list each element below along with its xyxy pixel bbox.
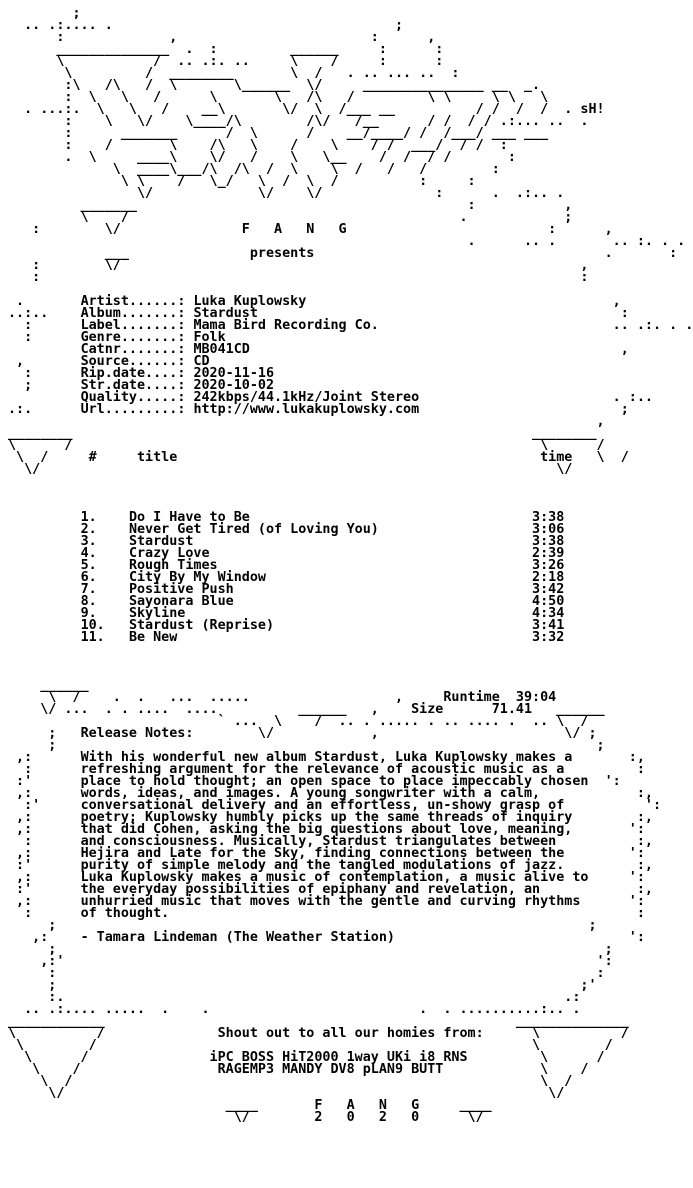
ascii-art: \ / xyxy=(515,1050,605,1065)
release-notes-text: of thought. xyxy=(80,906,597,921)
footer-year: 2 0 2 0 xyxy=(314,1110,420,1125)
track-time: 3:38 xyxy=(532,534,565,549)
info-separator: : xyxy=(177,402,194,417)
footer-logo: F A N G xyxy=(314,1098,420,1113)
ascii-art: \/ xyxy=(419,1110,484,1125)
track-time: 3:32 xyxy=(532,630,565,645)
ascii-art: : \/ , xyxy=(8,258,589,273)
ascii-art: ____ xyxy=(419,1098,492,1113)
track-title: Be New xyxy=(128,630,533,645)
ascii-art: .. .:. . . xyxy=(596,318,693,333)
info-value: CD xyxy=(193,354,597,369)
ascii-art: \ / xyxy=(507,1062,589,1077)
ascii-art: : xyxy=(8,834,81,849)
ascii-art: :' xyxy=(8,858,81,873)
ascii-art: : xyxy=(8,318,81,333)
ascii-art: : xyxy=(8,366,81,381)
shoutout-heading: Shout out to all our homies from: xyxy=(217,1026,508,1041)
track-number: 11. xyxy=(80,630,129,645)
track-number: 5. xyxy=(80,558,129,573)
ascii-art: \/ \/ xyxy=(8,1086,565,1101)
ascii-art: \/ \/ \/ : . .:.. . xyxy=(8,186,565,201)
header-art-line xyxy=(8,272,644,284)
track-title: Positive Push xyxy=(128,582,533,597)
ascii-art: : xyxy=(596,306,629,321)
track-title: City By My Window xyxy=(128,570,533,585)
release-notes-text: words, ideas, and images. A young songwriter with a calm, xyxy=(80,786,597,801)
ascii-art: \/ ... . . .... .... ______ , xyxy=(8,702,412,717)
track-number: 6. xyxy=(80,570,129,585)
release-notes-text: conversational delivery and an effortless, un-showy grasp of xyxy=(80,798,597,813)
release-notes-text: poetry; Kuplowsky humbly picks up the same threads of inquiry xyxy=(80,810,597,825)
ascii-art: \ / \ / xyxy=(8,1074,573,1089)
shoutout-groups: RAGEMP3 MANDY DV8 pLAN9 BUTT xyxy=(217,1062,508,1077)
track-number: 7. xyxy=(80,582,129,597)
ascii-art: :. .: xyxy=(8,990,581,1005)
ascii-art: ': xyxy=(604,930,645,945)
info-value: Mama Bird Recording Co. xyxy=(193,318,597,333)
ascii-art: \ / \ / xyxy=(8,1038,613,1053)
track-time: 2:18 xyxy=(532,570,565,585)
ascii-art: : xyxy=(8,906,81,921)
track-time: 3:42 xyxy=(532,582,565,597)
ascii-art: ______ xyxy=(8,678,89,693)
ascii-art: :' xyxy=(8,798,81,813)
info-value: 2020-11-16 xyxy=(193,366,597,381)
ascii-art: ,: xyxy=(8,894,81,909)
track-number: 1. xyxy=(80,510,129,525)
ascii-art: : \ \/ \____/\ /\/ /__ / / / / .:... .. . xyxy=(8,114,589,129)
ascii-art: \ / xyxy=(8,450,89,465)
info-label: Url......... xyxy=(80,402,178,417)
blank-line xyxy=(8,488,644,500)
ascii-art: : xyxy=(596,762,645,777)
ascii-art: \ / ________ \ / . .. ... .. : xyxy=(8,66,460,81)
ascii-art: ,: xyxy=(8,846,81,861)
ascii-art: : xyxy=(8,762,81,777)
ascii-art: . .. . .. :. . . xyxy=(8,234,686,249)
track-number: 9. xyxy=(80,606,129,621)
ascii-art: :, xyxy=(596,834,653,849)
ascii-art: ': xyxy=(596,798,662,813)
release-notes-text: place to hold thought; an open space to place impeccably chosen xyxy=(80,774,597,789)
shoutout-groups: iPC BOSS HiT2000 1way UKi i8 RNS xyxy=(209,1050,516,1065)
ascii-art: : xyxy=(8,330,81,345)
track-title: Crazy Love xyxy=(128,546,533,561)
ascii-art: ; xyxy=(8,6,81,21)
info-label: Label....... xyxy=(80,318,178,333)
ascii-art: :, xyxy=(596,786,653,801)
track-time: 3:26 xyxy=(532,558,565,573)
info-separator: : xyxy=(177,366,194,381)
blank-line xyxy=(8,668,644,680)
track-time: 2:39 xyxy=(532,546,565,561)
info-label: Quality..... xyxy=(80,390,178,405)
track-number: 10. xyxy=(80,618,129,633)
ascii-art: ': xyxy=(596,870,645,885)
ascii-art: ; ;' xyxy=(8,978,597,993)
info-separator: : xyxy=(177,306,194,321)
ascii-art: .:. xyxy=(8,402,81,417)
ascii-art: ______________ . : ______ : : xyxy=(8,42,444,57)
ascii-art: : \ \ / \ \ /\ / \ \ \ \ \ xyxy=(8,90,549,105)
ascii-art: \ / xyxy=(572,450,629,465)
ascii-art: : , : , xyxy=(8,30,436,45)
ascii-art: ': xyxy=(596,822,645,837)
ascii-art: :, xyxy=(596,810,653,825)
ascii-art: \ / . ; xyxy=(8,210,573,225)
ascii-art: : : xyxy=(8,966,605,981)
ascii-art: :\ /\ / \ \______ \/ _______________ __ _. xyxy=(8,78,541,93)
ascii-art: \ / . . ... ..... , xyxy=(8,690,444,705)
ascii-art: ; xyxy=(8,378,81,393)
ascii-art: , xyxy=(8,354,81,369)
info-label: Source...... xyxy=(80,354,178,369)
info-label: Artist...... xyxy=(80,294,178,309)
track-title: Do I Have to Be xyxy=(128,510,533,525)
ascii-art: :, xyxy=(596,858,653,873)
ascii-art: ': xyxy=(596,846,645,861)
info-separator: : xyxy=(177,318,194,333)
info-value: http://www.lukakuplowsky.com xyxy=(193,402,597,417)
info-separator: : xyxy=(177,390,194,405)
track-title: Sayonara Blue xyxy=(128,594,533,609)
ascii-art: \ / xyxy=(8,1050,210,1065)
ascii-art: :, xyxy=(596,882,653,897)
ascii-art: .. .:.... ..... . . . . ..........:.. . xyxy=(8,1002,581,1017)
ascii-art: \/ \/ xyxy=(8,462,573,477)
track-title: Stardust xyxy=(128,534,533,549)
ascii-art: ; xyxy=(596,402,629,417)
release-notes-text: unhurried music that moves with the gentle and curving rhythms xyxy=(80,894,597,909)
track-row xyxy=(8,632,644,644)
info-label: Album....... xyxy=(80,306,178,321)
size-label: Size xyxy=(411,702,444,717)
ascii-art: ; xyxy=(8,726,81,741)
info-separator: : xyxy=(177,330,194,345)
info-value: MB041CD xyxy=(193,342,597,357)
info-separator: : xyxy=(177,294,194,309)
ascii-art: ; ; xyxy=(8,942,613,957)
info-value: Folk xyxy=(193,330,597,345)
ascii-art: . xyxy=(8,294,81,309)
ascii-art: ': xyxy=(596,894,645,909)
info-value: 242kbps/44.1kHz/Joint Stereo xyxy=(193,390,597,405)
ascii-art: \/ xyxy=(8,1110,315,1125)
ascii-art: : \/ F A N G : , xyxy=(8,222,613,237)
ascii-art: . :.. xyxy=(596,390,653,405)
track-time: 4:34 xyxy=(532,606,565,621)
ascii-art: ,: xyxy=(8,750,81,765)
info-value: Luka Kuplowsky xyxy=(193,294,597,309)
ascii-art: .. .:.... . ; xyxy=(8,18,404,33)
info-label: Str.date.... xyxy=(80,378,178,393)
ascii-art: ________ ________ xyxy=(8,426,597,441)
ascii-art: :, xyxy=(596,750,645,765)
track-time: 3:06 xyxy=(532,522,565,537)
ascii-art: _______ : , xyxy=(8,198,573,213)
ascii-art: ; ; xyxy=(8,738,605,753)
ascii-art: \ / xyxy=(507,1026,629,1041)
release-notes-text: that did Cohen, asking the big questions about love, meaning, xyxy=(80,822,597,837)
release-notes-text: and consciousness. Musically, Stardust triangulates between xyxy=(80,834,597,849)
track-number: 2. xyxy=(80,522,129,537)
info-label: Genre....... xyxy=(80,330,178,345)
blank-line xyxy=(8,656,644,668)
track-title: Rough Times xyxy=(128,558,533,573)
release-notes-text: the everyday possibilities of epiphany and revelation, an xyxy=(80,882,597,897)
ascii-art: \/ , \/ ; xyxy=(193,726,597,741)
release-notes-text: Hejira and Late for the Sky, finding connections between the xyxy=(80,846,597,861)
ascii-art: ': xyxy=(596,774,621,789)
track-time: 3:38 xyxy=(532,510,565,525)
ascii-art: ,: xyxy=(8,822,81,837)
track-number: 3. xyxy=(80,534,129,549)
ascii-art: , xyxy=(596,342,629,357)
ascii-art: ____________ ______________ xyxy=(8,1014,629,1029)
ascii-art: ..:.. xyxy=(8,306,81,321)
attribution: - Tamara Lindeman (The Weather Station) xyxy=(80,930,605,945)
track-time: 3:41 xyxy=(532,618,565,633)
nfo-document xyxy=(8,6,693,1184)
runtime-value: 39:04 xyxy=(515,690,557,705)
ascii-art: \ \ / \_/ \ / \ / : : xyxy=(8,174,476,189)
column-header-time: time xyxy=(540,450,573,465)
column-header-title: title xyxy=(137,450,541,465)
release-notes-text: With his wonderful new album Stardust, Luka Kuplowsky makes a xyxy=(80,750,597,765)
ascii-art: \ ____\___/\ /\ / \ \ / / / : xyxy=(8,162,500,177)
ascii-art: ,:' ': xyxy=(8,954,613,969)
ascii-art: ____ xyxy=(8,1098,315,1113)
blank-line xyxy=(8,644,644,656)
ascii-art: ___ presents . : xyxy=(8,246,678,261)
info-label: Rip.date.... xyxy=(80,366,178,381)
column-header-number: # xyxy=(88,450,97,465)
ascii-art: :' xyxy=(8,774,81,789)
blank-line xyxy=(8,476,644,488)
runtime-label: Runtime xyxy=(443,690,500,705)
info-separator: : xyxy=(177,354,194,369)
track-number: 4. xyxy=(80,546,129,561)
ascii-art: : : xyxy=(8,270,589,285)
ascii-art: ,: xyxy=(8,930,81,945)
ascii-art: , xyxy=(8,414,605,429)
ascii-art: . ...:. \ \ / __\ \/ \ /___ __ / / / / . sH! xyxy=(8,102,605,117)
info-label: Catnr....... xyxy=(80,342,178,357)
ascii-art: \ / .. .:. .. \ / : : xyxy=(8,54,444,69)
ascii-art: \ / xyxy=(8,1062,218,1077)
release-notes-heading: Release Notes: xyxy=(80,726,194,741)
track-title: Never Get Tired (of Loving You) xyxy=(128,522,533,537)
ascii-art: : _______ / \ / __/____/ / /___/ ___ ___ xyxy=(8,126,549,141)
divider-art xyxy=(8,464,644,476)
ascii-art: ,: xyxy=(8,786,81,801)
ascii-art: \ / \ / xyxy=(8,438,605,453)
release-notes-text: purity of simple melody and the tangled modulations of jazz. xyxy=(80,858,597,873)
track-title: Stardust (Reprise) xyxy=(128,618,533,633)
info-value: 2020-10-02 xyxy=(193,378,597,393)
ascii-art: ,: xyxy=(8,870,81,885)
ascii-art: , xyxy=(596,294,621,309)
track-time: 4:50 xyxy=(532,594,565,609)
release-notes-text: refreshing argument for the relevance of acoustic music as a xyxy=(80,762,597,777)
track-number: 8. xyxy=(80,594,129,609)
info-value: Stardust xyxy=(193,306,597,321)
size-value: 71.41 xyxy=(491,702,533,717)
ascii-art xyxy=(8,630,81,645)
ascii-art: ,: xyxy=(8,810,81,825)
info-separator: : xyxy=(177,378,194,393)
ascii-art: ; ; xyxy=(8,918,597,933)
ascii-art: : xyxy=(596,906,645,921)
ascii-art: . \ ____\ \/ / \ \__ / / / / : xyxy=(8,150,516,165)
ascii-art: \ / xyxy=(8,1026,218,1041)
ascii-art: ` ... \ / .. . ..... . .. .... . .. \ / xyxy=(8,714,589,729)
track-title: Skyline xyxy=(128,606,533,621)
info-separator: : xyxy=(177,342,194,357)
ascii-art: :' xyxy=(8,882,81,897)
ascii-art: ______ xyxy=(532,702,605,717)
ascii-art: : / \ /\ \ / \ / / ___/ / / : xyxy=(8,138,508,153)
release-notes-text: Luka Kuplowsky makes a music of contemplation, a music alive to xyxy=(80,870,597,885)
footer-year-row xyxy=(8,1112,644,1124)
